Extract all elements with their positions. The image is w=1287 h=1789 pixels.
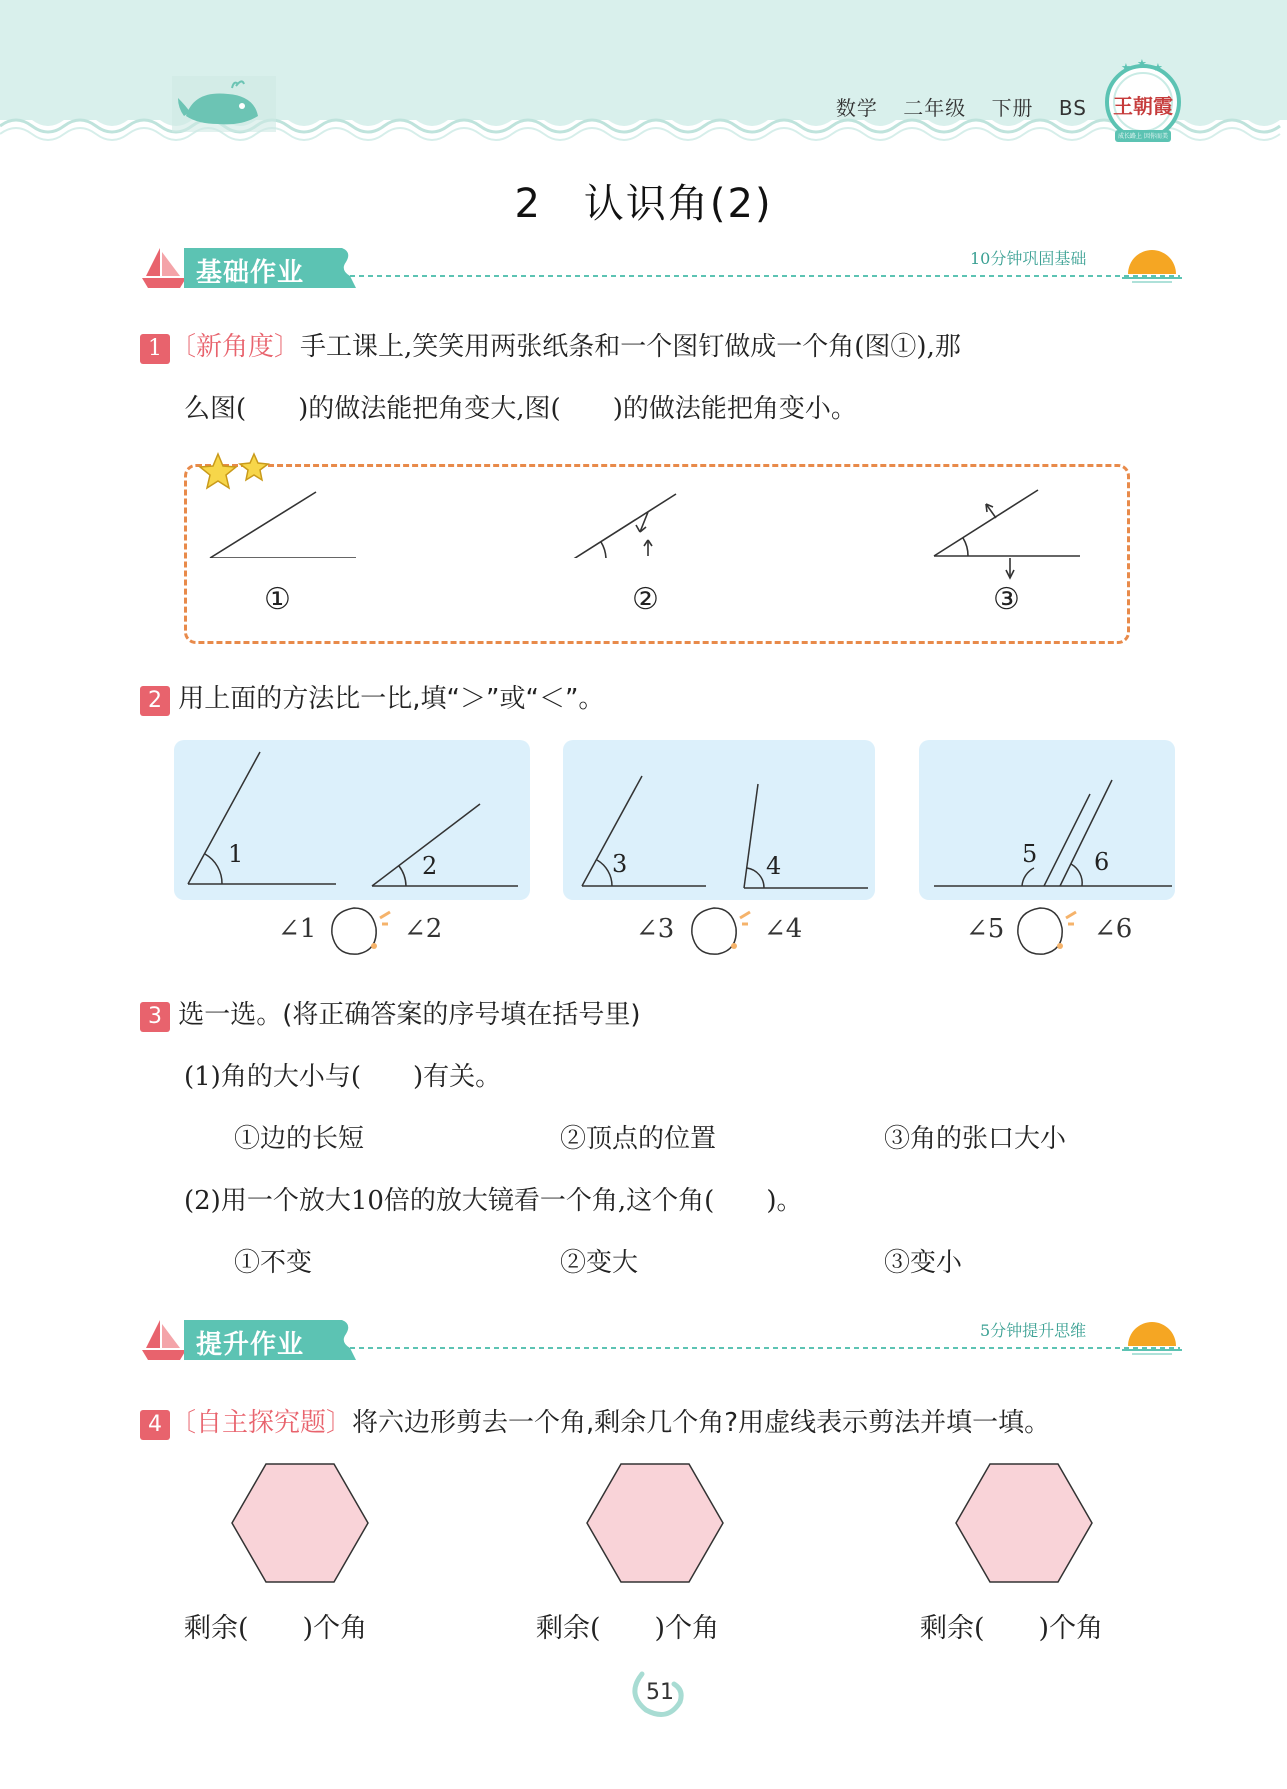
figure3-angle: [934, 490, 1080, 558]
brand-tagline: 成长路上 因你而美: [1118, 133, 1168, 140]
q3-sub2-option-3: ③变小: [884, 1248, 963, 1278]
figure1-label: ①: [264, 582, 291, 617]
cmp1-right: ∠2: [404, 914, 443, 944]
q3-text: 选一选。(将正确答案的序号填在括号里): [178, 1000, 641, 1030]
hexagon-2[interactable]: [585, 1462, 725, 1584]
sunset-icon: [1122, 1312, 1182, 1356]
cmp2-answer-circle[interactable]: [686, 902, 756, 960]
section-basic-label: 基础作业: [196, 258, 305, 288]
hexagon-1-answer: 剩余( )个角: [184, 1613, 368, 1644]
page-number: 51: [646, 1680, 674, 1705]
section-advanced-note: 5分钟提升思维: [980, 1321, 1087, 1340]
figure1-angle: [210, 492, 356, 558]
angle-2-label: 2: [422, 852, 438, 880]
q4-number: 4: [140, 1410, 170, 1440]
q1-text-line2: 么图( )的做法能把角变大,图( )的做法能把角变小。: [184, 394, 857, 424]
angle-4-label: 4: [766, 852, 782, 880]
sailboat-icon: [140, 1316, 190, 1362]
figure2-angle: [572, 494, 718, 558]
svg-text:★: ★: [1137, 58, 1147, 70]
hexagon-1[interactable]: [230, 1462, 370, 1584]
section-advanced-header: [140, 1316, 1180, 1366]
q3-number: 3: [140, 1002, 170, 1032]
q2-number: 2: [140, 686, 170, 716]
sunset-icon: [1122, 240, 1182, 284]
q1-number: 1: [140, 334, 170, 364]
q1-tag: 〔新角度〕: [170, 332, 301, 362]
header-grade: 二年级: [903, 96, 967, 120]
cmp3-left: ∠5: [966, 914, 1005, 944]
q3-sub1-option-2: ②顶点的位置: [560, 1124, 717, 1154]
figure3-down-arrow: [1002, 558, 1018, 582]
angle-5-label: 5: [1022, 840, 1038, 868]
cmp1-left: ∠1: [278, 914, 317, 944]
hexagon-3-answer: 剩余( )个角: [920, 1613, 1104, 1644]
q3-sub1-option-3: ③角的张口大小: [884, 1124, 1067, 1154]
section-advanced-label: 提升作业: [196, 1330, 305, 1360]
header-edition: BS: [1058, 96, 1087, 120]
figure2-label: ②: [632, 582, 659, 617]
hexagon-2-answer: 剩余( )个角: [536, 1613, 720, 1644]
hexagon-3[interactable]: [954, 1462, 1094, 1584]
q2-text: 用上面的方法比一比,填“＞”或“＜”。: [178, 684, 605, 714]
q2-line: [140, 678, 604, 716]
q2-angles: [174, 740, 1176, 900]
q4-text: 将六边形剪去一个角,剩余几个角?用虚线表示剪法并填一填。: [352, 1408, 1051, 1438]
section-basic-note: 10分钟巩固基础: [970, 249, 1087, 268]
svg-text:★: ★: [1121, 61, 1131, 74]
q1-line1: [140, 326, 961, 364]
cmp3-answer-circle[interactable]: [1012, 902, 1082, 960]
q1-angle-figures: [196, 478, 1116, 558]
header-volume: 下册: [991, 96, 1034, 120]
q3-sub1-option-1: ①边的长短: [234, 1124, 365, 1154]
q3-sub2-stem: (2)用一个放大10倍的放大镜看一个角,这个角( )。: [184, 1186, 803, 1216]
q4-line: [140, 1402, 1050, 1440]
q1-text-line1: 手工课上,笑笑用两张纸条和一个图钉做成一个角(图①),那: [300, 332, 961, 362]
cmp2-right: ∠4: [764, 914, 803, 944]
section-basic-header: [140, 244, 1180, 294]
header-subject: 数学: [835, 96, 878, 120]
angle-1-label: 1: [228, 840, 244, 868]
figure3-label: ③: [993, 582, 1020, 617]
whale-icon: [172, 76, 276, 132]
angle-6-label: 6: [1094, 848, 1110, 876]
angle-3-label: 3: [612, 850, 628, 878]
section-advanced-dashline: [350, 1346, 1180, 1350]
q3-sub2-option-2: ②变大: [560, 1248, 639, 1278]
cmp2-left: ∠3: [636, 914, 675, 944]
section-basic-dashline: [350, 274, 1180, 278]
header-book-info: [818, 92, 1087, 121]
sailboat-icon: [140, 244, 190, 290]
q3-line: [140, 994, 641, 1032]
brand-badge: [1103, 58, 1183, 148]
svg-text:★: ★: [1153, 61, 1163, 74]
q3-sub2-option-1: ①不变: [234, 1248, 313, 1278]
page-title: 2 认识角(2): [514, 181, 773, 227]
cmp1-answer-circle[interactable]: [326, 902, 396, 960]
cmp3-right: ∠6: [1094, 914, 1133, 944]
brand-name: 王朝霞: [1113, 94, 1173, 118]
q3-sub1-stem: (1)角的大小与( )有关。: [184, 1062, 502, 1092]
q4-tag: 〔自主探究题〕: [170, 1408, 353, 1438]
